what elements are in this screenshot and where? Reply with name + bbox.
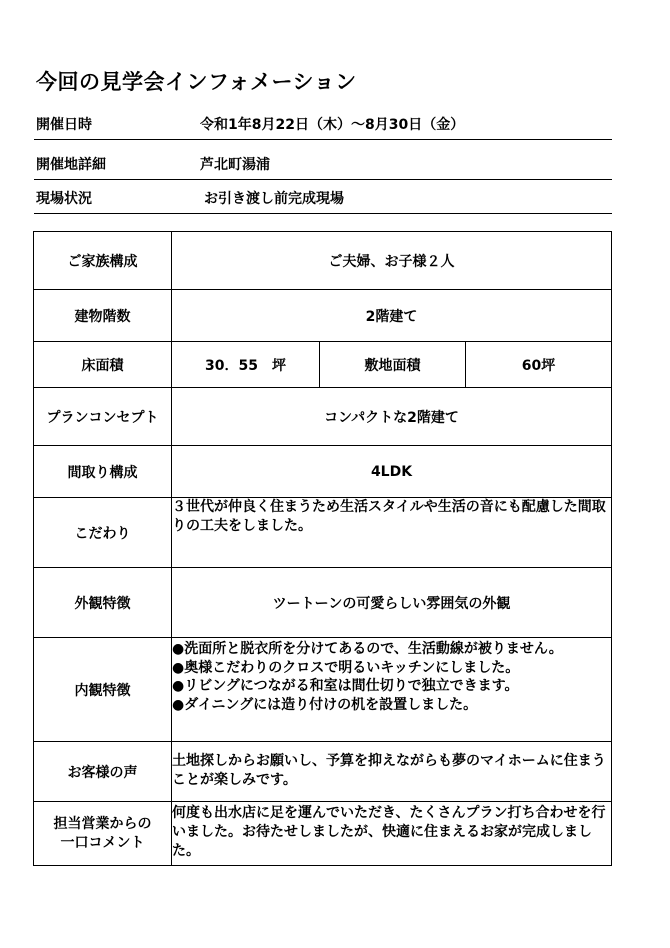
- area-label: 床面積: [34, 342, 172, 388]
- comment-label-line1: 担当営業からの: [53, 815, 152, 832]
- layout-label: 間取り構成: [34, 446, 172, 498]
- row-layout: [34, 446, 612, 498]
- concept-value: コンパクトな2階建て: [172, 388, 612, 446]
- row-family: [34, 232, 612, 290]
- comment-label-line2: 一口コメント: [60, 834, 145, 851]
- row-floors: [34, 290, 612, 342]
- voice-label: お客様の声: [34, 742, 172, 802]
- row-kodawari: [34, 498, 612, 568]
- lot-area-label: 敷地面積: [320, 342, 466, 388]
- interior-item: ●奥様こだわりのクロスで明るいキッチンにしました。: [172, 659, 520, 676]
- details-table: [33, 231, 612, 866]
- layout-value: 4LDK: [172, 446, 612, 498]
- row-exterior: [34, 568, 612, 638]
- row-concept: [34, 388, 612, 446]
- exterior-value: ツートーンの可愛らしい雰囲気の外観: [172, 568, 612, 638]
- interior-item: ●洗面所と脱衣所を分けてあるので、生活動線が被りません。: [172, 641, 563, 657]
- interior-item: ●リビングにつながる和室は間仕切りで独立できます。: [172, 678, 519, 694]
- info-value-date: 令和1年8月22日（木）～8月30日（金）: [200, 117, 465, 133]
- exterior-label: 外観特徴: [34, 568, 172, 638]
- area-value: 30．55 坪: [172, 342, 320, 388]
- interior-item: ●ダイニングには造り付けの机を設置しました。: [172, 696, 478, 713]
- row-voice: [34, 742, 612, 802]
- info-row-date: [34, 111, 612, 140]
- floors-value: 2階建て: [172, 290, 612, 342]
- voice-value: 土地探しからお願いし、予算を抑えながらも夢のマイホームに住まうことが楽しみです。: [172, 742, 612, 802]
- info-value-status: お引き渡し前完成現場: [204, 191, 344, 207]
- interior-label: 内観特徴: [34, 638, 172, 742]
- row-area: [34, 342, 612, 388]
- info-value-location: 芦北町湯浦: [200, 157, 270, 173]
- info-label-status: 現場状況: [36, 191, 92, 207]
- info-label-date: 開催日時: [36, 117, 92, 133]
- comment-value: 何度も出水店に足を運んでいただき、たくさんプラン打ち合わせを行いました。お待たせしましたが、快適に住まえるお家が完成しました。: [172, 802, 612, 866]
- family-label: ご家族構成: [34, 232, 172, 290]
- lot-area-value: 60坪: [466, 342, 612, 388]
- row-comment: [34, 802, 612, 866]
- info-label-location: 開催地詳細: [36, 157, 106, 173]
- info-row-status: [34, 185, 612, 214]
- floors-label: 建物階数: [34, 290, 172, 342]
- info-row-location: [34, 151, 612, 180]
- row-interior: [34, 638, 612, 742]
- concept-label: プランコンセプト: [34, 388, 172, 446]
- kodawari-value: ３世代が仲良く住まうため生活スタイルや生活の音にも配慮した間取りの工夫をしました。: [172, 498, 612, 568]
- kodawari-label: こだわり: [34, 498, 172, 568]
- page-title: 今回の見学会インフォメーション: [36, 70, 357, 94]
- interior-list: [172, 638, 612, 742]
- family-value: ご夫婦、お子様２人: [172, 232, 612, 290]
- comment-label: [34, 802, 172, 866]
